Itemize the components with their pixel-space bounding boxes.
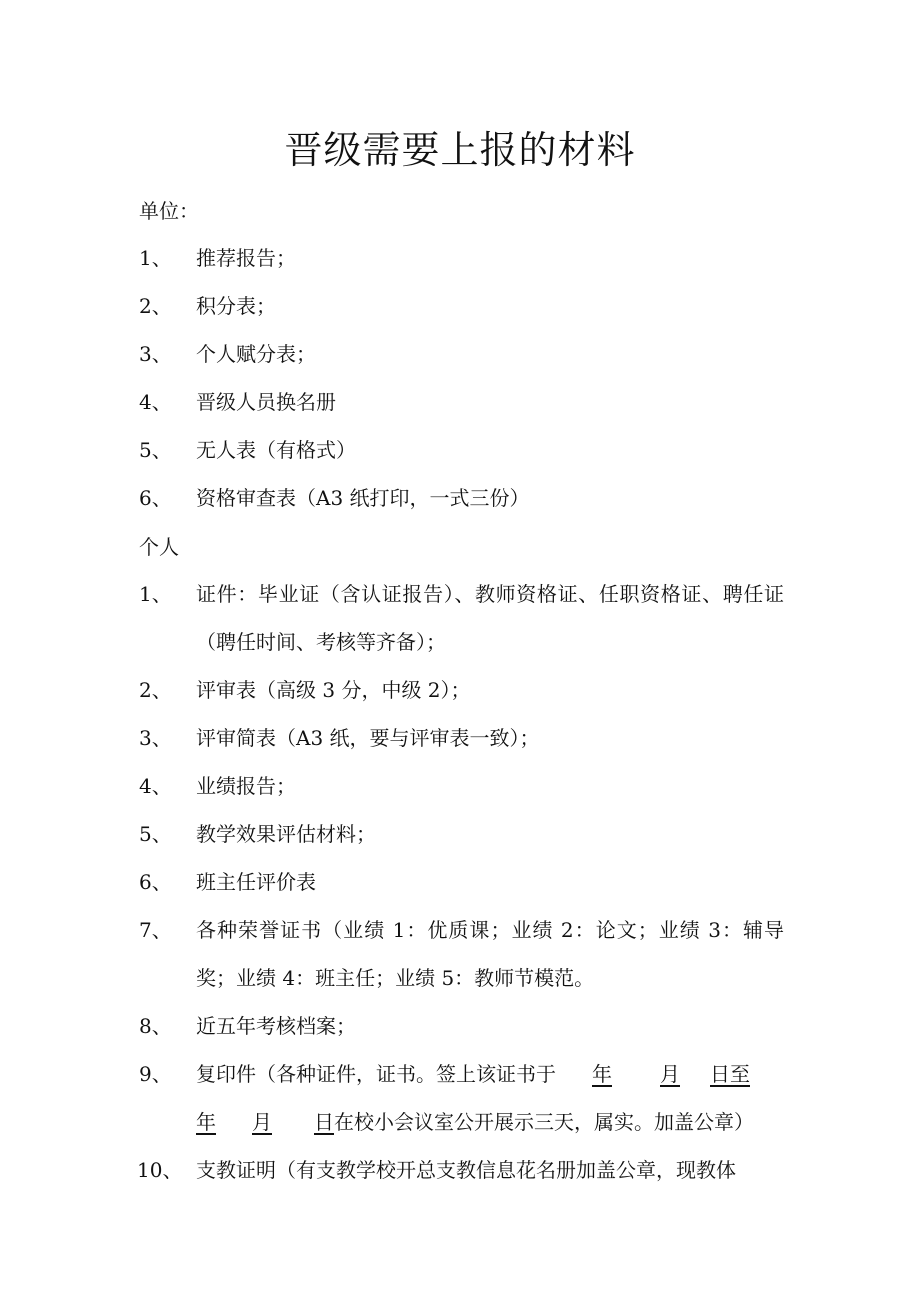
list-text: 教学效果评估材料； — [196, 822, 376, 846]
list-item — [139, 330, 784, 378]
list-item-copies — [139, 1050, 784, 1146]
list-item-support — [139, 1146, 784, 1194]
list-number: 3、 — [139, 342, 172, 366]
personal-heading: 个人 — [139, 535, 179, 559]
list-text: 无人表（有格式） — [196, 438, 356, 462]
list-item — [139, 666, 784, 714]
list-text: 支教证明（有支教学校开总支教信息花名册加盖公章，现教体 — [196, 1158, 736, 1182]
list-text: 推荐报告； — [196, 246, 296, 270]
list-number: 1、 — [139, 246, 172, 270]
list-item — [139, 570, 784, 666]
year-label-2: 年 — [196, 1110, 216, 1134]
list-text: 资格审查表（A3 纸打印，一式三份） — [196, 486, 530, 510]
list-text: 评审简表（A3 纸，要与评审表一致）； — [196, 726, 540, 750]
month-label: 月 — [660, 1062, 680, 1086]
list-text: 晋级人员换名册 — [196, 390, 336, 414]
list-text: 业绩报告； — [196, 774, 296, 798]
list-item — [139, 474, 784, 522]
list-text: 积分表； — [196, 294, 276, 318]
list-number: 6、 — [139, 486, 172, 510]
list-item — [139, 858, 784, 906]
list-number: 8、 — [139, 1014, 172, 1038]
list-number: 5、 — [139, 438, 172, 462]
day-label-2: 日 — [314, 1110, 334, 1134]
list-item — [139, 906, 784, 1002]
date-blank-start — [556, 1062, 750, 1086]
list-item — [139, 282, 784, 330]
list-item — [139, 762, 784, 810]
list-number: 5、 — [139, 822, 172, 846]
page-title: 晋级需要上报的材料 — [284, 128, 636, 172]
list-number: 7、 — [139, 918, 172, 942]
list-item — [139, 1002, 784, 1050]
list-text: 证件：毕业证（含认证报告）、教师资格证、任职资格证、聘任证（聘任时间、考核等齐备）； — [196, 582, 784, 654]
unit-heading: 单位： — [139, 199, 199, 223]
list-number: 6、 — [139, 870, 172, 894]
list-text: 班主任评价表 — [196, 870, 316, 894]
list-number: 2、 — [139, 294, 172, 318]
list-text — [196, 1050, 784, 1146]
list-number: 9、 — [139, 1062, 172, 1086]
year-label: 年 — [592, 1062, 612, 1086]
list-text: 近五年考核档案； — [196, 1014, 356, 1038]
copies-text-start: 复印件（各种证件，证书。签上该证书于 — [196, 1062, 556, 1086]
copies-text-end: 在校小会议室公开展示三天，属实。加盖公章） — [334, 1110, 754, 1134]
list-number: 4、 — [139, 774, 172, 798]
list-number: 1、 — [139, 582, 172, 606]
list-text: 各种荣誉证书（业绩 1：优质课；业绩 2：论文；业绩 3：辅导奖；业绩 4：班主任；业绩 5：教师节模范。 — [196, 918, 784, 990]
list-item — [139, 426, 784, 474]
list-item — [139, 378, 784, 426]
month-label-2: 月 — [252, 1110, 272, 1134]
list-item — [139, 810, 784, 858]
list-number: 2、 — [139, 678, 172, 702]
list-item — [139, 714, 784, 762]
list-number: 10、 — [137, 1158, 183, 1182]
list-text: 评审表（高级 3 分，中级 2）； — [196, 678, 471, 702]
day-to-label: 日至 — [710, 1062, 750, 1086]
date-blank-end — [196, 1110, 334, 1134]
list-number: 4、 — [139, 390, 172, 414]
list-text: 个人赋分表； — [196, 342, 316, 366]
list-number: 3、 — [139, 726, 172, 750]
list-item — [139, 234, 784, 282]
